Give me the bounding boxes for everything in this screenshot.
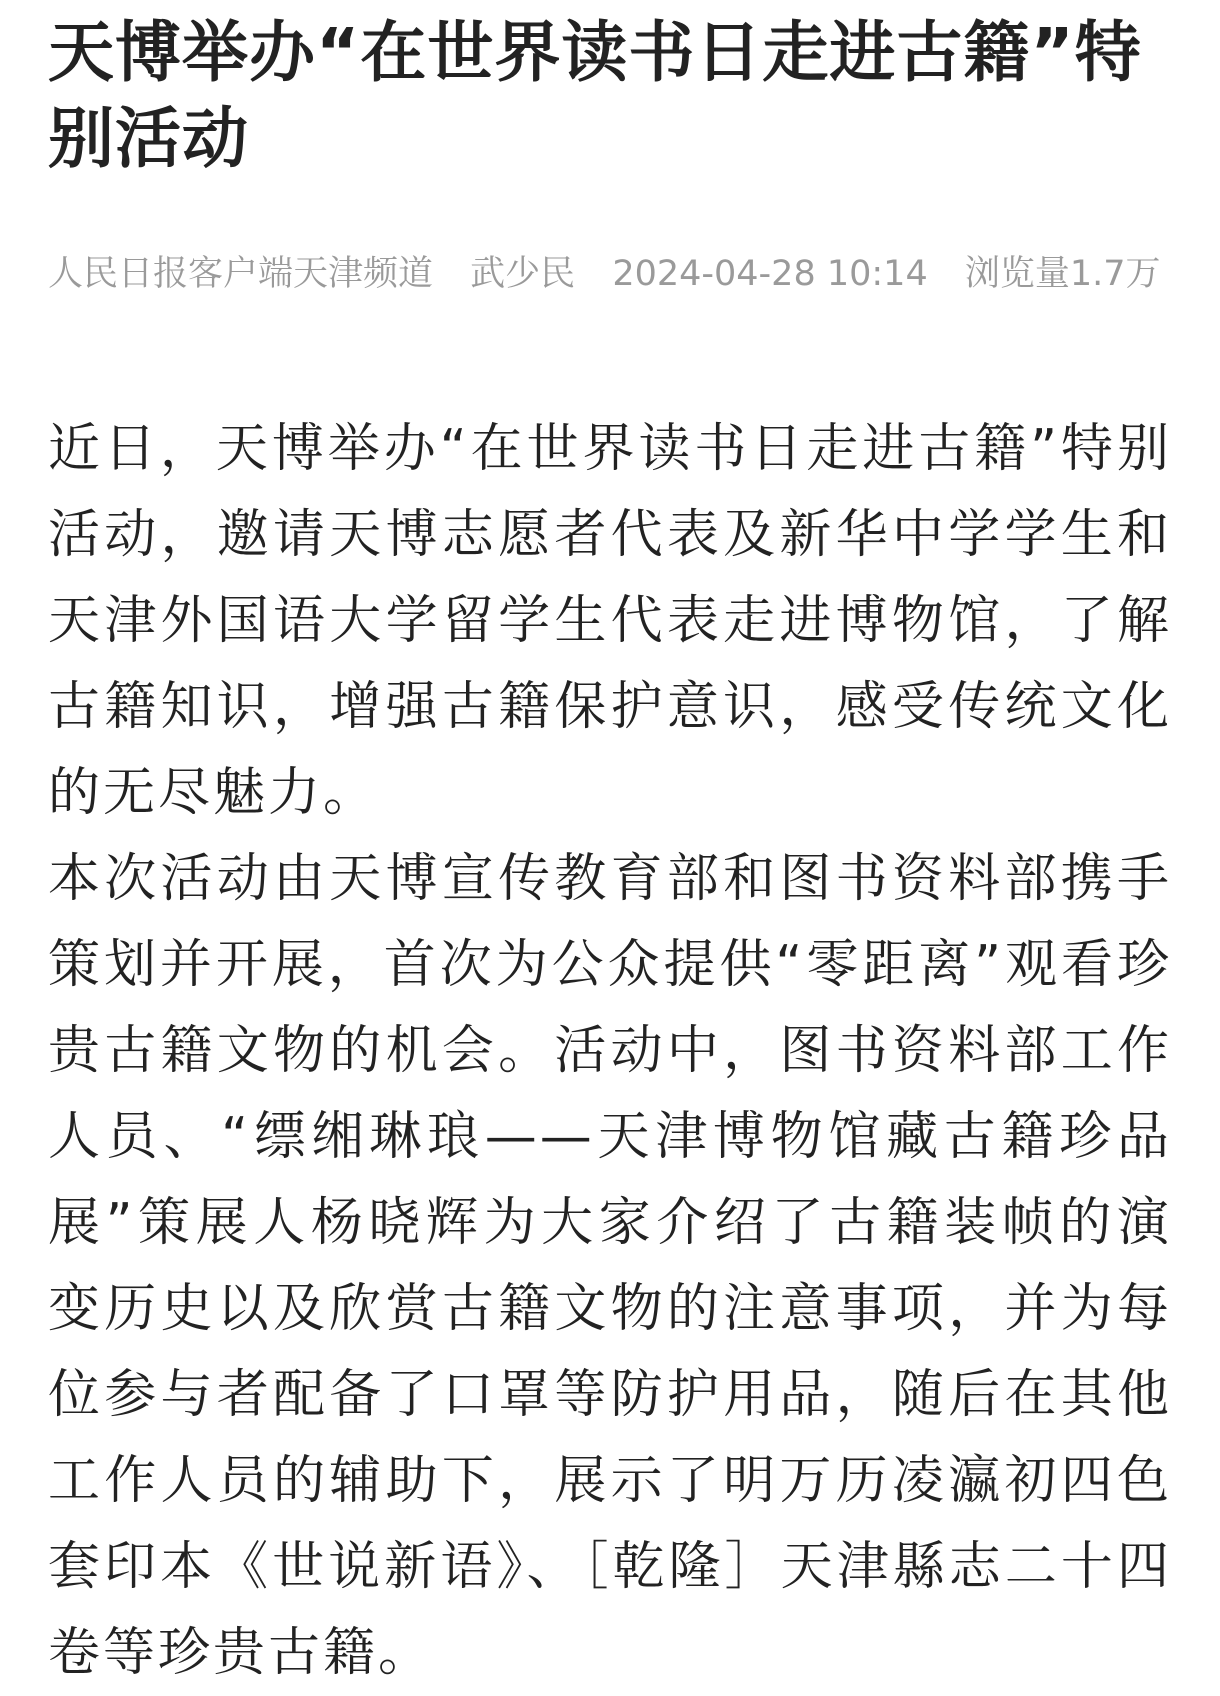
article — [48, 10, 1172, 1696]
publish-datetime: 2024-04-28 10:14 — [612, 254, 928, 294]
article-body — [48, 406, 1172, 1696]
article-meta — [48, 250, 1172, 298]
source-channel[interactable]: 人民日报客户端天津频道 — [48, 254, 434, 294]
author-name: 武少民 — [470, 254, 576, 294]
view-count: 浏览量1.7万 — [964, 254, 1161, 294]
article-title: 天博举办“在世界读书日走进古籍”特别活动 — [48, 14, 1142, 177]
paragraph-2: 本次活动由天博宣传教育部和图书资料部携手策划并开展，首次为公众提供“零距离”观看珍贵古籍文物的机会。活动中，图书资料部工作人员、“缥缃琳琅——天津博物馆藏古籍珍品展”策展人杨晓辉为大家介绍了古籍装帧的演变历史以及欣赏古籍文物的注意事项，并为每位参与者配备了口罩等防护用品，随后在其他工作人员的辅助下，展示了明万历凌瀛初四色套印本《世说新语》、［乾隆］天津縣志二十四卷等珍贵古籍。 — [48, 849, 1172, 1683]
paragraph-1: 近日，天博举办“在世界读书日走进古籍”特别活动，邀请天博志愿者代表及新华中学学生和天津外国语大学留学生代表走进博物馆，了解古籍知识，增强古籍保护意识，感受传统文化的无尽魅力。 — [48, 419, 1172, 823]
